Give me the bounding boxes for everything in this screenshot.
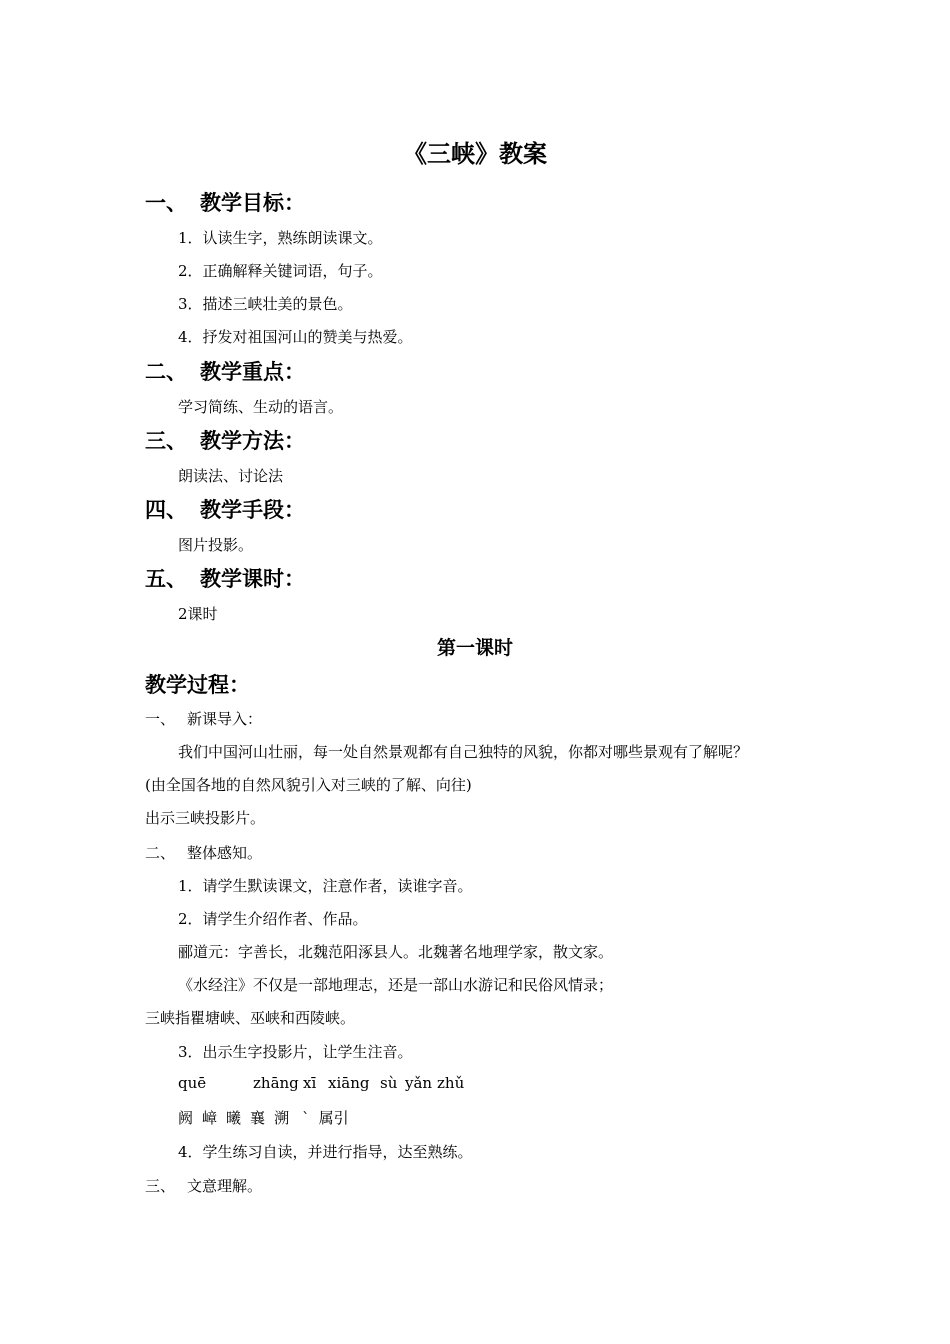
section-number: 五、 [145, 566, 187, 591]
pinyin: sù [380, 1074, 398, 1092]
section-title: 教学课时： [200, 566, 305, 591]
pinyin: quē [178, 1074, 207, 1092]
step-item: 郦道元：字善长，北魏范阳涿县人。北魏著名地理学家，散文家。 [178, 943, 614, 961]
section-number: 二、 [145, 359, 187, 384]
objective-item: 1．认读生字，熟练朗读课文。 [178, 229, 383, 247]
character: 襄 [250, 1109, 266, 1127]
section-number: 一、 [145, 190, 187, 215]
section-title: 教学重点： [200, 359, 305, 384]
section-heading-focus [145, 356, 305, 386]
pinyin: xī [303, 1074, 317, 1092]
section-heading-hours [145, 563, 305, 593]
methods-text: 朗读法、讨论法 [178, 467, 284, 485]
paragraph: (由全国各地的自然风貌引入对三峡的了解、向往) [145, 776, 472, 794]
step-item: 《水经注》不仅是一部地理志，还是一部山水游记和民俗风情录； [178, 976, 614, 994]
objective-item: 3．描述三峡壮美的景色。 [178, 295, 353, 313]
character: ` [302, 1109, 310, 1127]
character: 阙 [178, 1109, 194, 1127]
pinyin: zhǔ [437, 1074, 465, 1092]
character: 嶂 [202, 1109, 218, 1127]
step-item: 4．学生练习自读，并进行指导，达至熟练。 [178, 1143, 473, 1161]
section-title: 教学方法： [200, 428, 305, 453]
hours-text: 2课时 [178, 605, 218, 623]
objective-item: 2．正确解释关键词语，句子。 [178, 262, 383, 280]
means-text: 图片投影。 [178, 536, 254, 554]
section-number: 四、 [145, 497, 187, 522]
character: 曦 [226, 1109, 242, 1127]
step-item: 2．请学生介绍作者、作品。 [178, 910, 368, 928]
step-number: 一、 [145, 710, 176, 728]
step-title: 文意理解。 [187, 1177, 263, 1195]
step-item: 三峡指瞿塘峡、巫峡和西陵峡。 [145, 1009, 356, 1027]
paragraph: 我们中国河山壮丽，每一处自然景观都有自己独特的风貌，你都对哪些景观有了解呢？ [178, 743, 749, 761]
pinyin: yǎn [405, 1074, 433, 1092]
step-title: 整体感知。 [187, 844, 263, 862]
section-title: 教学目标： [200, 190, 305, 215]
focus-text: 学习简练、生动的语言。 [178, 398, 344, 416]
section-number: 三、 [145, 428, 187, 453]
step-number: 二、 [145, 844, 176, 862]
process-step-intro [145, 708, 262, 729]
step-title: 新课导入： [187, 710, 263, 728]
section-heading-objectives [145, 187, 305, 217]
pinyin: xiāng [328, 1074, 370, 1092]
step-item: 1．请学生默读课文，注意作者，读谁字音。 [178, 877, 473, 895]
objective-item: 4．抒发对祖国河山的赞美与热爱。 [178, 328, 413, 346]
process-step-comprehension [145, 1175, 262, 1196]
paragraph: 出示三峡投影片。 [145, 809, 266, 827]
pinyin-row [178, 1074, 464, 1092]
section-heading-methods [145, 425, 305, 455]
step-number: 三、 [145, 1177, 176, 1195]
section-title: 教学手段： [200, 497, 305, 522]
pinyin: zhāng [253, 1074, 299, 1092]
process-heading: 教学过程： [145, 672, 250, 697]
section-heading-means [145, 494, 305, 524]
character: 属引 [318, 1109, 349, 1127]
character-row [178, 1107, 358, 1128]
document-title: 《三峡》教案 [403, 139, 547, 168]
character: 溯 [274, 1109, 290, 1127]
lesson-title: 第一课时 [436, 637, 513, 659]
step-item: 3．出示生字投影片，让学生注音。 [178, 1043, 413, 1061]
process-step-overview [145, 842, 262, 863]
